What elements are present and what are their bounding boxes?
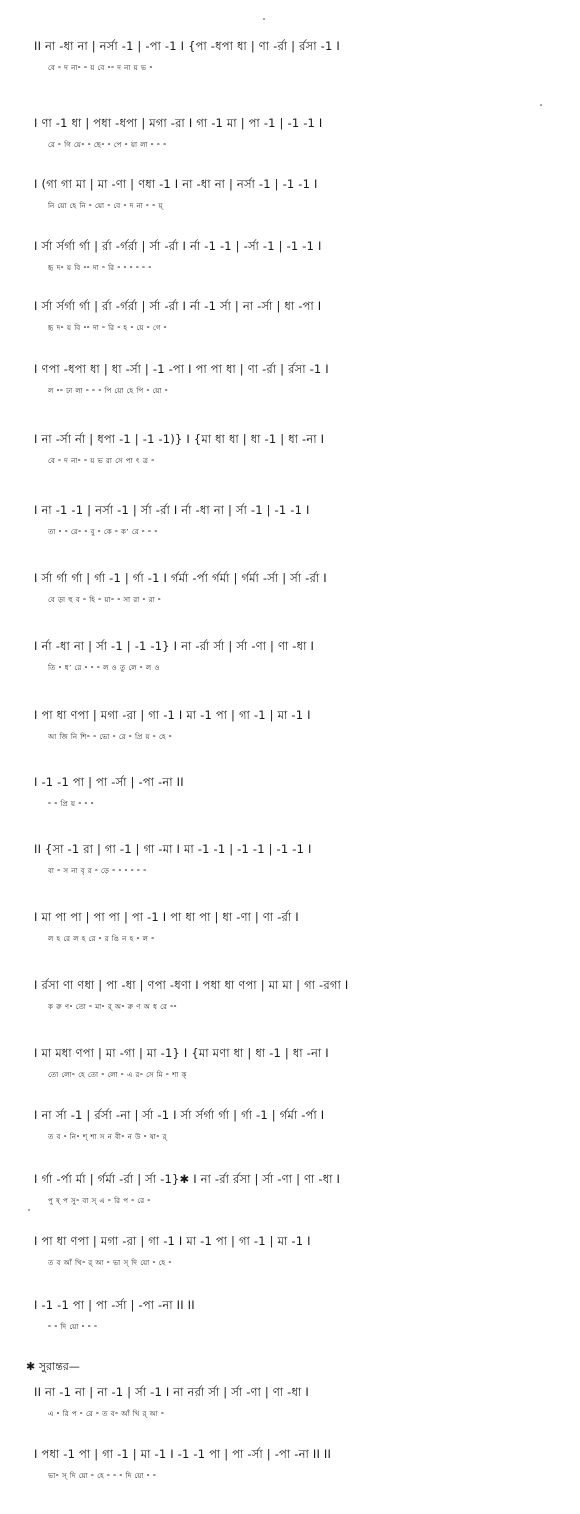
notes-row: I -1 -1 পা | পা -র্সা | -পা -না II [34, 775, 184, 789]
lyrics-row: পু ষ্ প সু॰ বা স্ এ ॰ রি প ॰ রে ॰ [48, 1197, 151, 1205]
notation-line [34, 298, 550, 336]
notation-line [34, 1446, 550, 1484]
print-speck [28, 1209, 30, 1211]
lyrics-row: বে ॰ দ না॰ ॰ য় বে ॰॰ দ না য় ভ ॰ [48, 64, 153, 72]
notes-row: I পা ধা ণপা | মগা -রা | গা -1 I মা -1 পা | গা -1 | মা -1 I [34, 708, 311, 722]
notes-row: I না র্সা -1 | র্রর্সা -না | র্সা -1 I র্সা র্সর্গা র্গা | র্গা -1 | র্গর্মা -র্পা I [34, 1108, 325, 1122]
notes-row: I (গা গা মা | মা -ণা | ণধা -1 I না -ধা না | নর্সা -1 | -1 -1 I [34, 177, 318, 191]
notation-line [34, 115, 550, 153]
print-speck [263, 18, 265, 20]
notation-line [34, 38, 550, 76]
notes-row: I পধা -1 পা | গা -1 | মা -1 I -1 -1 পা | পা -র্সা | -পা -না II II [34, 1447, 332, 1461]
notes-row: I র্সা র্সর্গা র্গা | র্রা -র্গর্রা | র্সা -র্রা I র্না -1 -1 | -র্সা -1 | -1 -1 I [34, 239, 322, 253]
lyrics-row: আ জি নি শি॰ ॰ ভো ॰ রে ॰ প্রি য় ॰ হে ॰ [48, 733, 173, 741]
notation-line [34, 570, 550, 608]
notation-line [34, 1171, 550, 1209]
notes-row: I -1 -1 পা | পা -র্সা | -পা -না II II [34, 1298, 195, 1312]
notes-row: I মা পা পা | পা পা | পা -1 I পা ধা পা | ধা -ণা | ণা -র্রা I [34, 910, 299, 924]
notation-line [34, 1107, 550, 1145]
notation-line [34, 176, 550, 214]
notation-line [34, 502, 550, 540]
lyrics-row: তি ॰ ধ’ রে ॰ ॰ ॰ ল ও তু লে ॰ ল ও [48, 664, 160, 672]
lyrics-row: ত ব আঁ খি॰ র্ আ ॰ ভা স্ দি য়ো ॰ হে ॰ [48, 1259, 172, 1267]
notes-row: I পা ধা ণপা | মগা -রা | গা -1 I মা -1 পা | গা -1 | মা -1 I [34, 1234, 311, 1248]
lyrics-row: বা ॰ স না বৃ র ॰ ড়ে ॰ ॰ ॰ ॰ ॰ ॰ [48, 867, 147, 875]
lyrics-row: হৃ দ॰ য় বি ॰॰ দা ॰ রি ॰ হ ॰ য়ে ॰ গে ॰ [48, 324, 168, 332]
notation-line [34, 1297, 550, 1335]
notation-line [34, 1045, 550, 1083]
lyrics-row: ॰ ॰ দি য়ো ॰ ॰ ॰ [48, 1323, 98, 1331]
lyrics-row: হৃ দ॰ য় বি ॰॰ দা ॰ রি ॰ ॰ ॰ ॰ ॰ ॰ [48, 264, 152, 272]
lyrics-row: রে ॰ গি য়ে॰ ॰ ছে॰ ॰ পে ॰ য়া লা ॰ ॰ ॰ [48, 141, 167, 149]
lyrics-row: এ ॰ রি প ॰ রে ॰ ত ব॰ আঁ খি র্ আ ॰ [48, 1410, 165, 1418]
print-speck [540, 104, 542, 106]
notation-line [34, 1233, 550, 1271]
notes-row: I র্সা র্গা র্গা | র্গা -1 | র্গা -1 I র্গর্মা -র্পা র্গর্মা | র্গর্মা -র্সা | র্সা -র্রা I [34, 571, 327, 585]
notes-row: II না -1 না | না -1 | র্সা -1 I না নর্রা র্সা | র্সা -ণা | ণা -ধা I [34, 1385, 309, 1399]
footnote-heading: ✱ সুরান্তর— [26, 1360, 80, 1373]
notes-row: I না -র্সা র্না | ধপা -1 | -1 -1)} I {মা ধা ধা | ধা -1 | ধা -না I [34, 432, 325, 446]
notes-row: I র্না -ধা না | র্সা -1 | -1 -1} I না -র্রা র্সা | র্সা -ণা | ণা -ধা I [34, 639, 315, 653]
notation-line [34, 707, 550, 745]
lyrics-row: তা ॰ ॰ রে॰ ॰ বু ॰ কে ॰ ক’ রে ॰ ॰ ॰ [48, 528, 158, 536]
lyrics-row: তো লো॰ হে তো ॰ লো ॰ এ র॰ সে মি ॰ শা ক্ [48, 1071, 187, 1079]
notes-row: II {সা -1 রা | গা -1 | গা -মা I মা -1 -1 | -1 -1 | -1 -1 I [34, 842, 312, 856]
lyrics-row: ক রু ণ॰ তো ॰ মা॰ র্ অ॰ রু ণ অ ধ রে ॰॰ [48, 1003, 178, 1011]
lyrics-row: ॰ ॰ প্রি য় ॰ ॰ ॰ [48, 800, 95, 808]
lyrics-row: বে ড়া হু ব ॰ হি ॰ য়া॰ ॰ সা রা ॰ রা ॰ [48, 596, 162, 604]
notes-row: I মা মধা ণপা | মা -গা | মা -1} I {মা মণা ধা | ধা -1 | ধা -না I [34, 1046, 329, 1060]
notes-row: I ণপা -ধপা ধা | ধা -র্সা | -1 -পা I পা পা ধা | ণা -র্রা | র্রসা -1 I [34, 362, 329, 376]
lyrics-row: ত ব ॰ নি॰ শ্ শা স ন বী॰ ন উ ॰ ষা॰ র্ [48, 1133, 167, 1141]
notes-row: I না -1 -1 | নর্সা -1 | র্সা -র্রা I র্না -ধা না | র্সা -1 | -1 -1 I [34, 503, 310, 517]
notes-row: II না -ধা না | নর্সা -1 | -পা -1 I {পা -ধপা ধা | ণা -র্রা | র্রসা -1 I [34, 39, 340, 53]
notation-line [34, 1384, 550, 1422]
notation-line [34, 909, 550, 947]
notes-row: I র্গা -র্পা র্মা | র্গর্মা -র্রা | র্সা -1}✱ I না -র্রা র্রসা | র্সা -ণা | ণা -ধা I [34, 1172, 341, 1186]
lyrics-row: ভা॰ স্ দি য়ো ॰ হে ॰ ॰ ॰ দি য়ো ॰ ॰ [48, 1472, 157, 1480]
lyrics-row: ল হ রে ল হ রে ॰ র ঙি ন হ ॰ ল ॰ [48, 935, 155, 943]
lyrics-row: বে ॰ দ না॰ ॰ য় ভ রা সে পা ৎ ত্র ॰ [48, 457, 155, 465]
notation-line [34, 841, 550, 879]
notation-line [34, 238, 550, 276]
notes-row: I ণা -1 ধা | পধা -ধপা | মগা -রা I গা -1 মা | পা -1 | -1 -1 I [34, 116, 323, 130]
notation-line [34, 977, 550, 1015]
lyrics-row: নি য়ো হে নি ॰ য়ো ॰ বে ॰ দ না ॰ ॰ য়্ [48, 202, 163, 210]
notes-row: I র্সা র্সর্গা র্গা | র্রা -র্গর্রা | র্সা -র্রা I র্না -1 র্সা | না -র্সা | ধা -পা I [34, 299, 322, 313]
notation-line [34, 431, 550, 469]
notes-row: I র্রসা ণা ণধা | পা -ধা | ণপা -ধণা I পধা ধা ণপা | মা মা | গা -রগা I [34, 978, 349, 992]
notation-line [34, 774, 550, 812]
notation-line [34, 638, 550, 676]
notation-line [34, 361, 550, 399]
lyrics-row: ল ॰॰ ঢা লা ॰ ॰ ॰ পি য়ো হে পি ॰ য়ো ॰ [48, 387, 169, 395]
